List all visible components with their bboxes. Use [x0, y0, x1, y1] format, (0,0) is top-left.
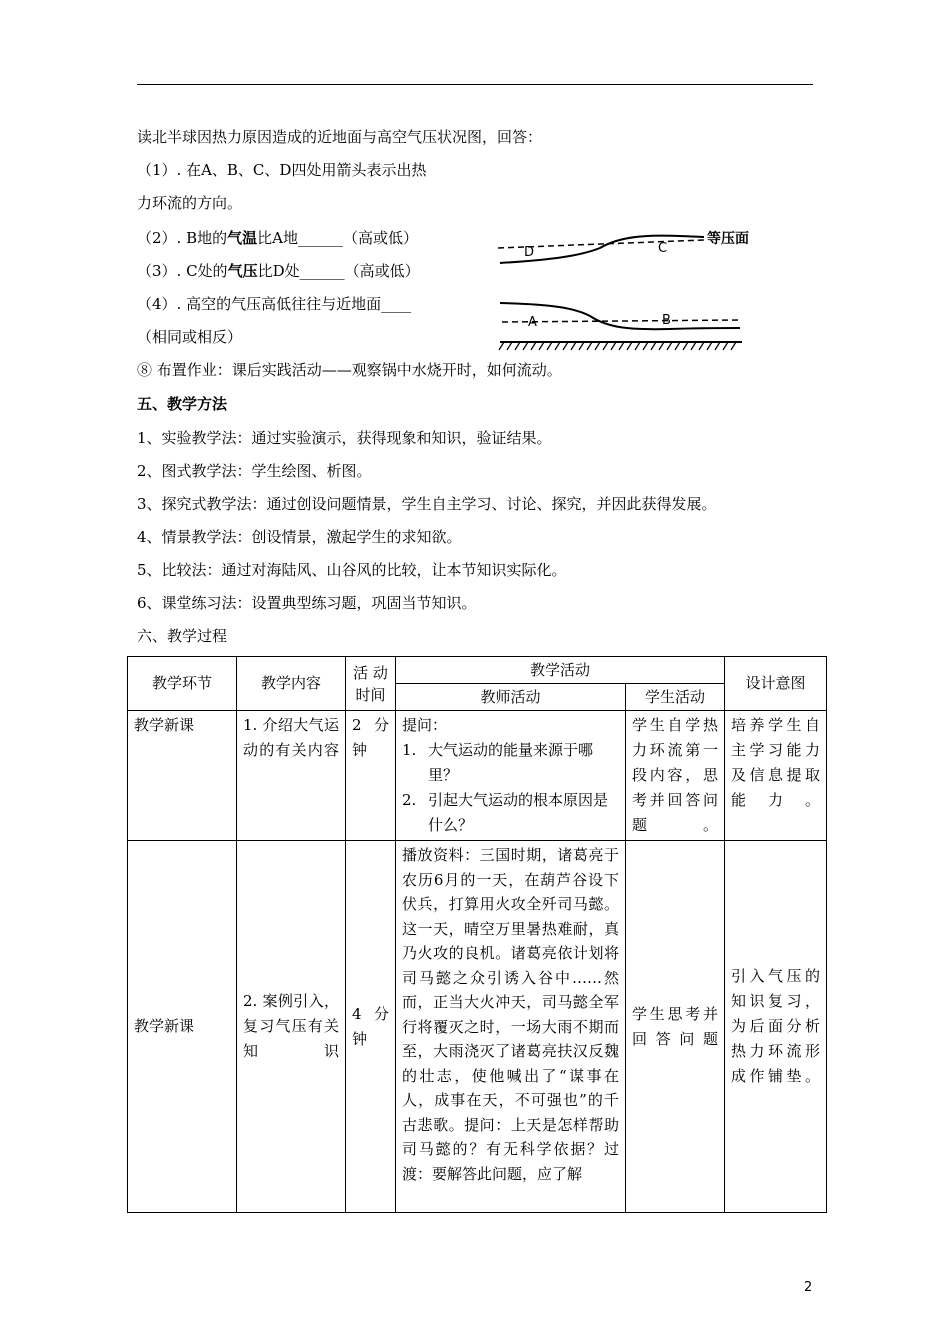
hatch-mark: [499, 342, 504, 350]
table-header-row: [128, 657, 827, 684]
hatch-mark: [683, 342, 688, 350]
header-teacher: 教师活动: [396, 684, 626, 711]
question-2-keyword: 气温: [227, 229, 258, 247]
question-2: [137, 228, 418, 248]
teacher-question: [402, 788, 619, 838]
hatch-mark: [531, 342, 536, 350]
hatch-mark: [715, 342, 720, 350]
header-time: 活 动 时间: [346, 657, 396, 711]
hatch-mark: [627, 342, 632, 350]
teacher-intro: 提问：: [402, 716, 448, 734]
header-content: 教学内容: [237, 657, 346, 711]
hatch-mark: [587, 342, 592, 350]
homework-line: ⑧ 布置作业：课后实践活动——观察锅中水烧开时，如何流动。: [137, 361, 562, 379]
hatch-mark: [563, 342, 568, 350]
cell-time: 4 分钟: [346, 841, 396, 1213]
cell-student: 学生自学热力环流第一段内容，思考并回答问题。: [626, 711, 725, 841]
lower-dashed-line: [502, 320, 740, 322]
cell-teacher: 播放资料：三国时期，诸葛亮于农历6月的一天，在葫芦谷设下伏兵，打算用火攻全歼司马懿。这一天，晴空万里暑热难耐，真乃火攻的良机。诸葛亮依计划将司马懿之众引诱入谷中……然而，正当大火冲天，司马懿全军行将覆灭之时，一场大雨不期而至，大雨浇灭了诸葛亮扶汉反魏的壮志，使他喊出了“谋事在人，成事在天，不可强也”的千古悲歌。提问：上天是怎样帮助司马懿的？有无科学依据？过渡：要解答此问题，应了解: [396, 841, 626, 1213]
method-item: 6、课堂练习法：设置典型练习题，巩固当节知识。: [137, 594, 477, 612]
method-item: 5、比较法：通过对海陆风、山谷风的比较，让本节知识实际化。: [137, 561, 567, 579]
section6-title: 六、教学过程: [137, 627, 228, 645]
hatch-mark: [547, 342, 552, 350]
hatch-mark: [579, 342, 584, 350]
header-intent: 设计意图: [725, 657, 827, 711]
hatch-mark: [723, 342, 728, 350]
hatch-mark: [619, 342, 624, 350]
question-number: 1.: [402, 741, 417, 759]
cell-teacher: [396, 711, 626, 841]
question-text: 大气运动的能量来源于哪里？: [428, 741, 594, 784]
hatch-mark: [643, 342, 648, 350]
label-b: B: [662, 313, 671, 328]
table-row: [128, 711, 827, 841]
cell-time: 2 分钟: [346, 711, 396, 841]
hatch-mark: [603, 342, 608, 350]
question-number: 2.: [402, 791, 417, 809]
label-c: C: [658, 241, 668, 256]
hatch-mark: [659, 342, 664, 350]
section5-title: 五、教学方法: [137, 395, 228, 413]
teaching-process-table: [127, 656, 827, 1213]
cell-content: 2. 案例引入，复习气压有关知识: [237, 841, 346, 1213]
hatch-mark: [675, 342, 680, 350]
question-4-line2: （相同或相反）: [137, 328, 243, 346]
question-4-line1: （4）. 高空的气压高低往往与近地面____: [137, 295, 412, 313]
question-text: 引起大气运动的根本原因是什么？: [428, 791, 609, 834]
question-2-pre: （2）. B地的: [137, 229, 228, 247]
method-item: 4、情景教学法：创设情景，激起学生的求知欲。: [137, 528, 462, 546]
header-activity: 教学活动: [396, 657, 725, 684]
label-a: A: [528, 315, 537, 330]
question-3-keyword: 气压: [227, 262, 258, 280]
question-3-post: 比D处______（高或低）: [257, 262, 420, 280]
question-3-pre: （3）. C处的: [137, 262, 228, 280]
ground-hatching: [499, 342, 736, 350]
teacher-question: [402, 738, 619, 788]
cell-stage: 教学新课: [128, 711, 237, 841]
hatch-mark: [539, 342, 544, 350]
hatch-mark: [731, 342, 736, 350]
hatch-mark: [651, 342, 656, 350]
question-intro: 读北半球因热力原因造成的近地面与高空气压状况图，回答：: [137, 128, 543, 146]
hatch-mark: [595, 342, 600, 350]
hatch-mark: [699, 342, 704, 350]
question-2-post: 比A地______（高或低）: [257, 229, 418, 247]
question-1-line2: 力环流的方向。: [137, 194, 243, 212]
cell-intent: 引入气压的知识复习，为后面分析热力环流形成作铺垫。: [725, 841, 827, 1213]
cell-intent: 培养学生自主学习能力及信息提取能力。: [725, 711, 827, 841]
hatch-mark: [611, 342, 616, 350]
label-isobar: 等压面: [707, 231, 749, 247]
hatch-mark: [523, 342, 528, 350]
cell-student: 学生思考并回答问题: [626, 841, 725, 1213]
cell-content: 1. 介绍大气运动的有关内容: [237, 711, 346, 841]
hatch-mark: [507, 342, 512, 350]
hatch-mark: [571, 342, 576, 350]
question-3: [137, 261, 420, 281]
hatch-mark: [667, 342, 672, 350]
hatch-mark: [555, 342, 560, 350]
header-rule: [137, 84, 813, 85]
hatch-mark: [691, 342, 696, 350]
table-row: [128, 841, 827, 1213]
hatch-mark: [635, 342, 640, 350]
label-d: D: [524, 245, 535, 260]
header-stage: 教学环节: [128, 657, 237, 711]
method-item: 2、图式教学法：学生绘图、析图。: [137, 462, 372, 480]
header-student: 学生活动: [626, 684, 725, 711]
hatch-mark: [707, 342, 712, 350]
hatch-mark: [515, 342, 520, 350]
method-item: 3、探究式教学法：通过创设问题情景，学生自主学习、讨论、探究，并因此获得发展。: [137, 495, 717, 513]
method-item: 1、实验教学法：通过实验演示，获得现象和知识，验证结果。: [137, 429, 552, 447]
page-number: 2: [804, 1280, 813, 1295]
cell-stage: 教学新课: [128, 841, 237, 1213]
question-1-line1: （1）. 在A、B、C、D四处用箭头表示出热: [137, 161, 427, 179]
pressure-diagram: [490, 218, 760, 358]
